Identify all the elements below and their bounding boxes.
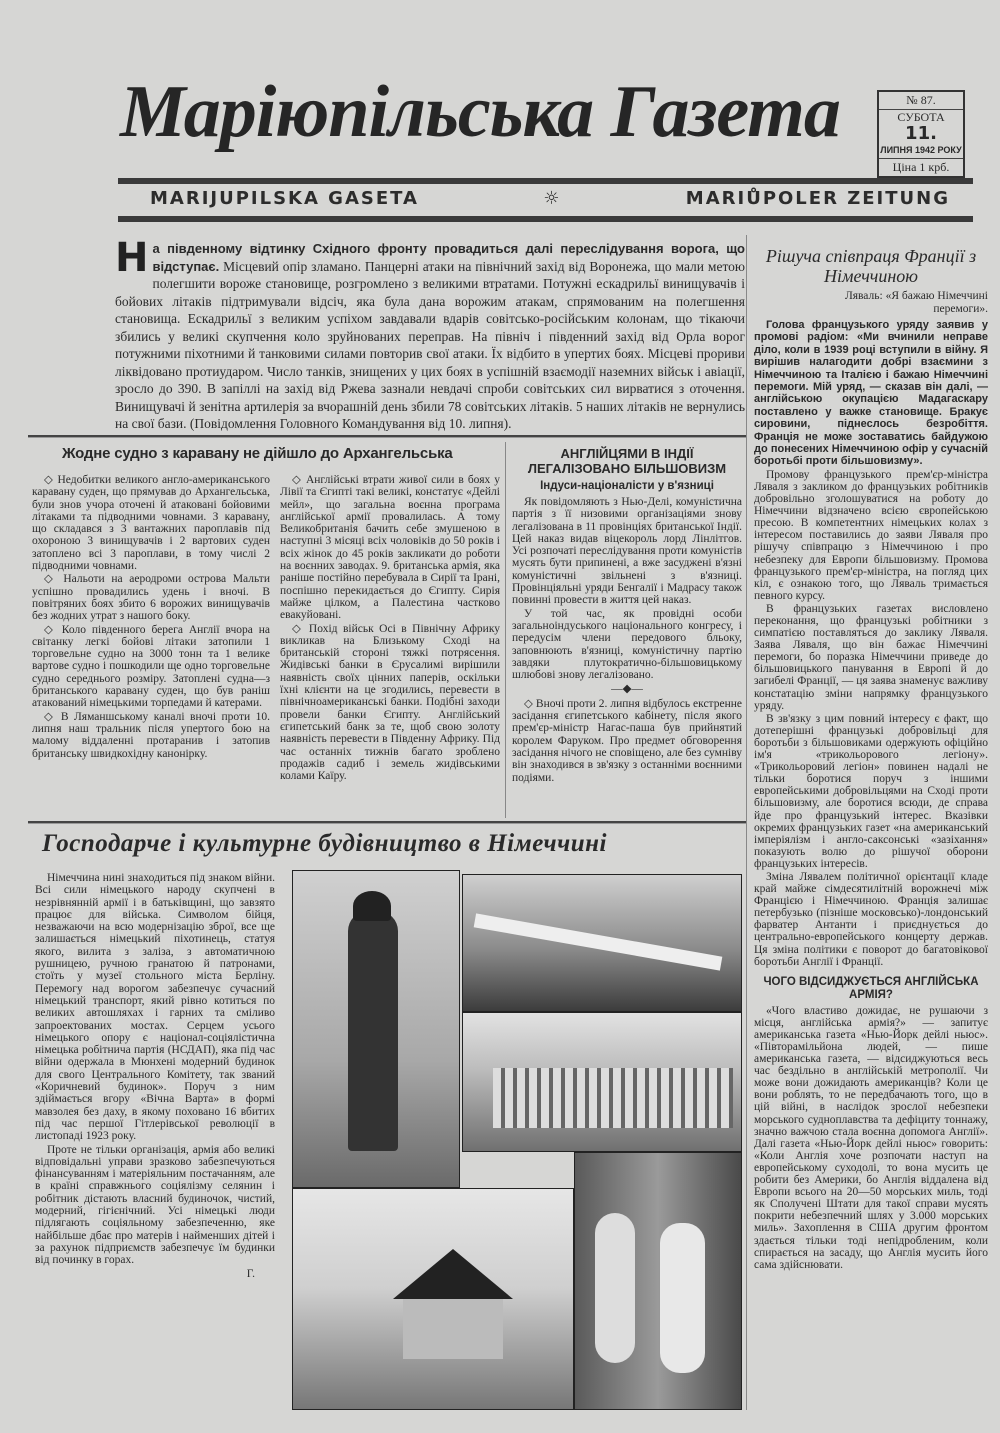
masthead-rule-top [118, 178, 973, 184]
month-year: ЛИПНЯ 1942 РОКУ [879, 144, 963, 159]
paragraph: Промову французького прем'єр-міністра Ляваля з закликом до французьких робітників добровільно зголошуватися на роботу до Німеччини відзначено всією європейською пресою. В компетентних німецьких колах з інтересом поставились до заяви Ляваля про рішучу співпрацю з Німеччиною і про небезпеку для Европи більшовизму. Промова французького прем'єр-міністра, на погляд цих кіл, є ознакою того, що Ляваль тримається певного курсу. [754, 468, 988, 602]
france-quote: Ляваль: «Я бажаю Німеччині перемоги». [844, 290, 988, 315]
subtitle-ukrainian: MARIJUPILSKA GASETA [150, 188, 419, 209]
france-article [754, 246, 988, 1272]
lead-report [115, 235, 746, 433]
convoy-column-1 [32, 474, 270, 761]
france-headline: Рішуча співпраця Франції з Німеччиною [765, 246, 977, 286]
news-item: ◇ Нальоти на аеродроми острова Мальти успішно провадились удень і вночі. В повітряних боях збито 6 ворожих винищувачів без жодних утрат з нашого боку. [32, 573, 270, 623]
masthead-rule-bottom [118, 216, 973, 222]
drop-cap: Н [115, 235, 149, 281]
india-headline: АНГЛІЙЦЯМИ В ІНДІЇ ЛЕГАЛІЗОВАНО БІЛЬШОВИЗМ [527, 446, 727, 476]
news-item: ◇ Коло південного берега Англії вчора на світанку легкі бойові літаки затопили 1 торговельне судно на 3000 тонн та 1 велике вартове судно і пошкодили ще одно торговельне судно середнього розміру. Затоплені судна—з британського каравану суден, що був раніш атакований німецькими торпедами й катерами. [32, 623, 270, 710]
munich-building-photo [462, 1012, 742, 1152]
india-subhead: Індуси-націоналісти у в'язниці [540, 480, 714, 492]
issue-info-box [877, 90, 965, 178]
news-item: ◇ В Ляманшському каналі вночі проти 10. липня наш тральник після упертого бою на малому віддаленні протаранив і затопив британську швидкохідну канонірку. [32, 710, 270, 760]
newspaper-title: Маріюпільська Газета [120, 71, 840, 153]
news-item: ◇ Недобитки великого англо-американського каравану суден, що прямував до Архангельська, були знов учора оточені й атаковані бойовими літаками та підводними човнами. З каравану, що складався з 3 вантажних пароплавів під охороною 3 винищувачів і 2 вартових суден затоплено всі 3 пароплави, в тому числі 2 підводними човнами. [32, 474, 270, 573]
column-rule [505, 442, 506, 818]
paragraph: «Чого властиво дожидає, не рушаючи з місця, англійська армія?» — запитує американська газета «Нью-Йорк дейлі ньюс». «Півторамільйона людей, — пише американська газета, — відсиджуються весь час бездільно в англійській метрополії. Чи може вони дожидають американців? Коли це вони роблять, то не передбачають того, що в цій війні, в наслідок зрослої небезпеки морського судноплавства та дефіциту тоннажу, значно важчою стала воєнна допомога Англії». Далі газета «Нью-Йорк дейлі ньюс» говорить: «Коли Англія хоче розпочати наступ на европейському суходолі, то вона мусить це робити без Америки, бо Англія віддалена від Европи всього на 20—50 морських миль, тоді як Сполучені Штати для такої справи мусять покрити небезпечний шлях у 3.000 морських миль». Захоплення в США другим фронтом здається тільки тоді непідробленим, коли спирається на засаду, що Англія мусить його сама здійснювати. [754, 1004, 988, 1271]
paragraph: Німеччина нині знаходиться під знаком війни. Всі сили німецького народу скупчені в незрівнянній армії і в батьківщині, що завзято працює для війська. Символом бійця, незважаючи на всю модернізацію зброї, все ще залишається німецький піхотинець, статуя якого, вилита з заліза, з автоматичною рушницею, ручною гранатою й патронами, стоїть у музеї стольного міста Берліну. Перемогу над ворогом забезпечує сучасний німецький транспорт, який рівно котиться по великих автошляхах і гарних та сміливо запроектованих мостах. Серцем усього німецького опору є націонал-соціялістична німецька робітнича партія (НСДАП), яка під час війни одержала в Мюнхені модерний будинок для свого Центрального Комітету, так званий «Коричневий будинок». Поруч з ним здіймається вгору «Вічна Варта» в формі мавзолея без даху, в якому поховано 16 вбитих під час першої Гітлерівської революції в листопаді 1923 року. [35, 872, 275, 1143]
paragraph: Зміна Лявалем політичної орієнтації кладе край майже сімдесятилітній ворожнечі між Францією і Німеччиною. Франція залишає петербузько (пізніше московсько)-лондонський фарватер Антанти і приєднується до центрально-европейського концерту держав. Ця зміна політики є поворот до багатовікової боротьби Англії і Франції. [754, 870, 988, 968]
soldier-statue-photo [292, 870, 460, 1188]
column-rule [746, 235, 747, 1410]
paragraph: Проте не тільки організація, армія або великі відповідальні управи зразково забезпечуються фінансуванням і матеріяльним постачанням, але в країні справжнього соціялізму селянин і робітник дістають власний будиночок, чистий, модерний, гігієнічний. Усі німецькі люди підлягають соціяльному забезпеченню, яке найбільше дбає про матерів і найменших дітей і за рахунок підприємств забезпечує їм будинки від починку в горах. [35, 1143, 275, 1267]
news-item: ◇ Вночі проти 2. липня відбулось екстренне засідання єгипетського кабінету, після якого прем'єр-міністр Нагас-паша був прийнятий королем Фаруком. Про предмет обговорення засідання нічого не сповіщено, але без сумніву він знаходився в зв'язку з останніми воєнними подіями. [512, 697, 742, 784]
paragraph: У той час, як провідні особи загальноіндуського національного конгресу, і передусім члени передового бльоку, заповнюють в'язниці, комуністичну партію завдяки плутократично-більшовицькому шлюбові знову легалізовано. [512, 607, 742, 682]
signature: Г. [246, 1267, 255, 1280]
mothers-children-photo [574, 1152, 742, 1410]
india-article [512, 446, 742, 785]
lead-source: (Повідомлення Головного Командування від 10. липня). [189, 416, 512, 431]
news-item: ◇ Англійські втрати живої сили в боях у Лівії та Єгипті такі великі, констатує «Дейлі мейл», що загальна воєнна програма англійської армії провалилась. А тому Великобританія бачить себе змушеною в наступні 3 місяці всіх чоловіків до 50 років і всіх жінок до 45 років закликати до роботи на воєнних заводах. 9. британська армія, яка раніше постійно перебувала в Сирії та Ірані, поспішно перекидається до Єгипту. Сирія майже цілком, а Палестина частково евакуйовані. [280, 474, 500, 622]
paragraph: Як повідомляють з Нью-Делі, комуністична партія з її низовими організаціями знову легалізована в 11 провінціях британської Індії. Цей наказ видав віцекороль лорд Лінлітгов. Усі розпочаті переслідування проти комуністів мусять бути припинені, а вже засуджені в'язні комуністичні звільнені з в'язниці. Провінціяльні уряди Бенгалії і Мадрасу також повинні провести в життя цей наказ. [512, 496, 742, 607]
germany-article [35, 872, 275, 1280]
france-intro: Голова французького уряду заявив у промові радіом: «Ми вчинили неправе діло, коли в 1939 році вступили в війну. Я вирішив налагодити добрі взаємини з Німеччиною та Італією і бажаю Німеччині перемоги. Мій уряд, — сказав він далі, — англійською окупацією Мадагаскару поставлено у важке становище. Бракує сировини, піднеслось безробіття. Франція не може зоставатись байдужою до понесених Німеччиною офір у сучасній боротьбі проти більшовизму». [754, 319, 988, 468]
lead-first-line: а південному відтинку Східного фронту провадиться далі переслідування ворога, що відступає. [152, 241, 745, 274]
issue-number: № 87. [879, 92, 963, 110]
divider [28, 821, 746, 824]
village-houses-photo [292, 1188, 574, 1410]
subtitle-german: MARIŮPOLER ZEITUNG [685, 188, 950, 209]
convoy-column-2 [280, 474, 500, 783]
divider [28, 435, 746, 438]
bridge-photo [462, 874, 742, 1012]
day: 11. [905, 123, 937, 145]
masthead-subtitle [140, 188, 970, 209]
news-item: ◇ Похід військ Осі в Північну Африку викликав на Близькому Сході на британській стороні тяжкі потрясення. Жидівські банки в Єрусалимі вирішили наявність своїх цінних паперів, оскільки їхні клієнти на це згодились, перевести в північноамериканські банки. Подібні заходи провели банки Єгипту. Англійський єгипетський банк за те, щоб свою золоту наявність перевести в Південну Африку. Під час останніх тижнів багато зроблено продажів садиб і земель жидівськими колами Каїру. [280, 622, 500, 783]
germany-headline: Господарче і культурне будівництво в Німеччині [42, 830, 607, 857]
price: Ціна 1 крб. [892, 160, 950, 175]
paragraph: В французьких газетах висловлено переконання, що французькі робітники з симпатією поставляться до заклику Ляваля. Заява Ляваля, що він бажає Німеччині перемоги, бо поразка Німеччини приведе до більшовицького панування в Европі й до загибелі Франції, — ця заява знаменує важливу констатацію зміни напрямку французького уряду. [754, 602, 988, 712]
convoy-headline: Жодне судно з каравану не дійшло до Архангельська [62, 445, 453, 462]
paragraph: В зв'язку з цим повний інтересу є факт, що дотеперішні французькі добровільці для боротьби з більшовиками одержують офіційно ім'я «трикольорового легіону». «Трикольоровий легіон» повинен надалі не тільки боротися поруч з іншими европейськими добровільцями на Сході проти більшовизму, але боротися всюди, де справа йде про французький інтерес. Вказівки окремих французьких газет «на американський імперіялізм і англо-саксонські «зазіхання» показують волю до рішучої оборони французьких інтересів. [754, 712, 988, 870]
lead-body: Місцевий опір зламано. Панцерні атаки на північний захід від Воронежа, що мали метою полегшити вороже становище, розгромлено з великими втратами. Потужні ескадрильї винищувачів і бойових літаків підтримували відсіч, яка була дана ворожим атакам, спрямованим на полегшення становища. Ескадрильї з великим успіхом завдавали вдарів совітсько-російським колонам, що тікаючи збились у великі скупчення коло зруйнованих переправ. На північ і південний захід від Орла ворог потужними піхотними й танковими силами повторив свої атаки. Їх відбито в упертих боях. Місцеві прориви ліквідовано протиударом. Число танків, знищених у цих боях в успішній взаємодії наземних військ і авіації, зросло до 390. В запіллі на захід від Ржева зазнали невдачі спроби совітських сил вирватися з оточення. Винищувачі й зенітна артилерія за вчорашній день збили 78 совітських літаків. 5 наших літаків не вернулись на свої бази. [115, 258, 746, 431]
weekday: СУБОТА [897, 110, 945, 125]
ornament-divider: —◆— [611, 683, 643, 696]
army-headline: ЧОГО ВІДСИДЖУЄТЬСЯ АНГЛІЙСЬКА АРМІЯ? [763, 975, 979, 1001]
sun-ornament-icon: ☼ [543, 188, 562, 209]
